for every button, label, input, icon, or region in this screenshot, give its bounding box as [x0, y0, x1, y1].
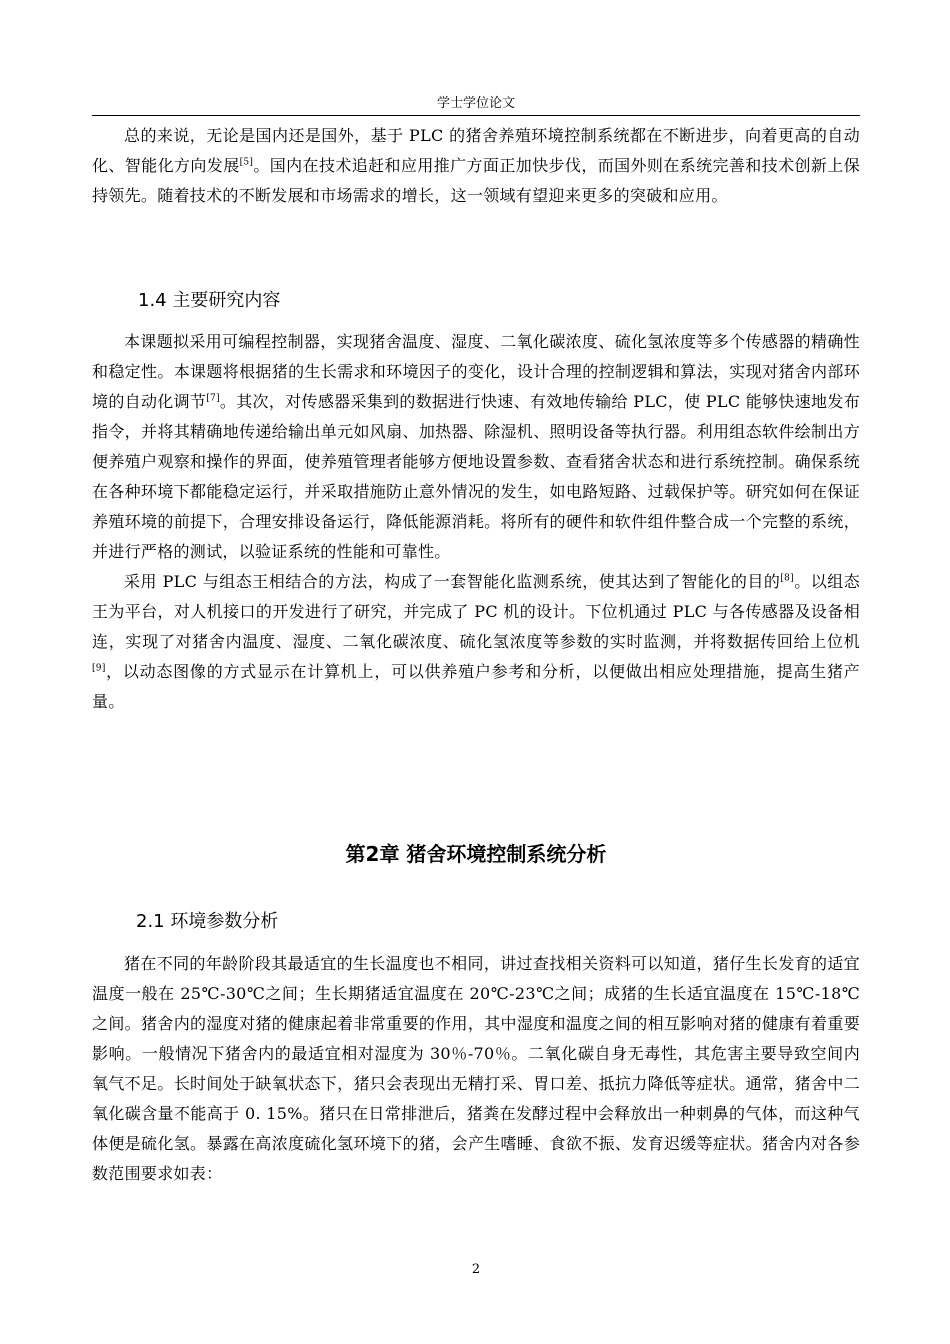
section-2-1-body: [92, 949, 860, 1189]
chapter-heading: 第2章 猪舍环境控制系统分析: [345, 842, 607, 866]
citation-ref: [9]: [92, 663, 106, 674]
citation-ref: [5]: [239, 157, 254, 168]
citation-ref: [7]: [206, 393, 220, 404]
paragraph-text: 。以组态王为平台，对人机接口的开发进行了研究，并完成了 PC 机的设计。下位机通过 PLC 与各传感器及设备相连，实现了对猪舍内温度、湿度、二氧化碳浓度、硫化氢浓度等参数的实时监测，并将数据传回给上位机: [92, 572, 860, 651]
section-1-4-paragraph-1: [92, 327, 860, 567]
intro-text-b: 。国内在技术追赶和应用推广方面正加快步伐，而国外则在系统完善和技术创新上保持领先。随着技术的不断发展和市场需求的增长，这一领域有望迎来更多的突破和应用。: [92, 156, 860, 205]
page-number: 2: [471, 1262, 481, 1277]
intro-paragraph: [92, 121, 860, 211]
section-heading-1-4: 1.4 主要研究内容: [138, 290, 281, 311]
paragraph-text: 。其次，对传感器采集到的数据进行快速、有效地传输给 PLC，使 PLC 能够快速地发布指令，并将其精确地传递给输出单元如风扇、加热器、除湿机、照明设备等执行器。利用组态软件绘制出方便养殖户观察和操作的界面，使养殖管理者能够方便地设置参数、查看猪舍状态和进行系统控制。确保系统在各种环境下都能稳定运行，并采取措施防止意外情况的发生，如电路短路、过载保护等。研究如何在保证养殖环境的前提下，合理安排设备运行，降低能源消耗。将所有的硬件和软件组件整合成一个完整的系统，并进行严格的测试，以验证系统的性能和可靠性。: [92, 392, 860, 561]
paragraph-text: 本课题拟采用可编程控制器，实现猪舍温度、湿度、二氧化碳浓度、硫化氢浓度等多个传感器的精确性和稳定性。本课题将根据猪的生长需求和环境因子的变化，设计合理的控制逻辑和算法，实现对猪舍内部环境的自动化调节: [92, 332, 860, 411]
citation-ref: [8]: [780, 573, 794, 584]
header-divider: [92, 115, 860, 116]
section-1-4-body: [92, 327, 860, 717]
intro-paragraph-block: [92, 121, 860, 211]
section-2-1-paragraph: 猪在不同的年龄阶段其最适宜的生长温度也不相同，讲过查找相关资料可以知道，猪仔生长发育的适宜温度一般在 25℃-30℃之间；生长期猪适宜温度在 20℃-23℃之间；成猪的生长适宜温度在 15℃-18℃之间。猪舍内的湿度对猪的健康起着非常重要的作用，其中湿度和温度之间的相互影响对猪的健康有着重要影响。一般情况下猪舍内的最适宜相对湿度为 30％-70％。二氧化碳自身无毒性，其危害主要导致空间内氧气不足。长时间处于缺氧状态下，猪只会表现出无精打采、胃口差、抵抗力降低等症状。通常，猪舍中二氧化碳含量不能高于 0. 15%。猪只在日常排泄后，猪粪在发酵过程中会释放出一种刺鼻的气体，而这种气体便是硫化氢。暴露在高浓度硫化氢环境下的猪，会产生嗜睡、食欲不振、发育迟缓等症状。猪舍内对各参数范围要求如表：: [92, 954, 860, 1183]
intro-text-a: 总的来说，无论是国内还是国外，基于 PLC 的猪舍养殖环境控制系统都在不断进步，向着更高的自动化、智能化方向发展: [92, 126, 860, 175]
paragraph-text: ，以动态图像的方式显示在计算机上，可以供养殖户参考和分析，以便做出相应处理措施，提高生猪产量。: [92, 662, 860, 711]
section-heading-2-1: 2.1 环境参数分析: [136, 911, 279, 932]
running-header: 学士学位论文: [436, 96, 515, 111]
paragraph-text: 采用 PLC 与组态王相结合的方法，构成了一套智能化监测系统，使其达到了智能化的目的: [124, 572, 781, 591]
section-1-4-paragraph-2: [92, 567, 860, 717]
